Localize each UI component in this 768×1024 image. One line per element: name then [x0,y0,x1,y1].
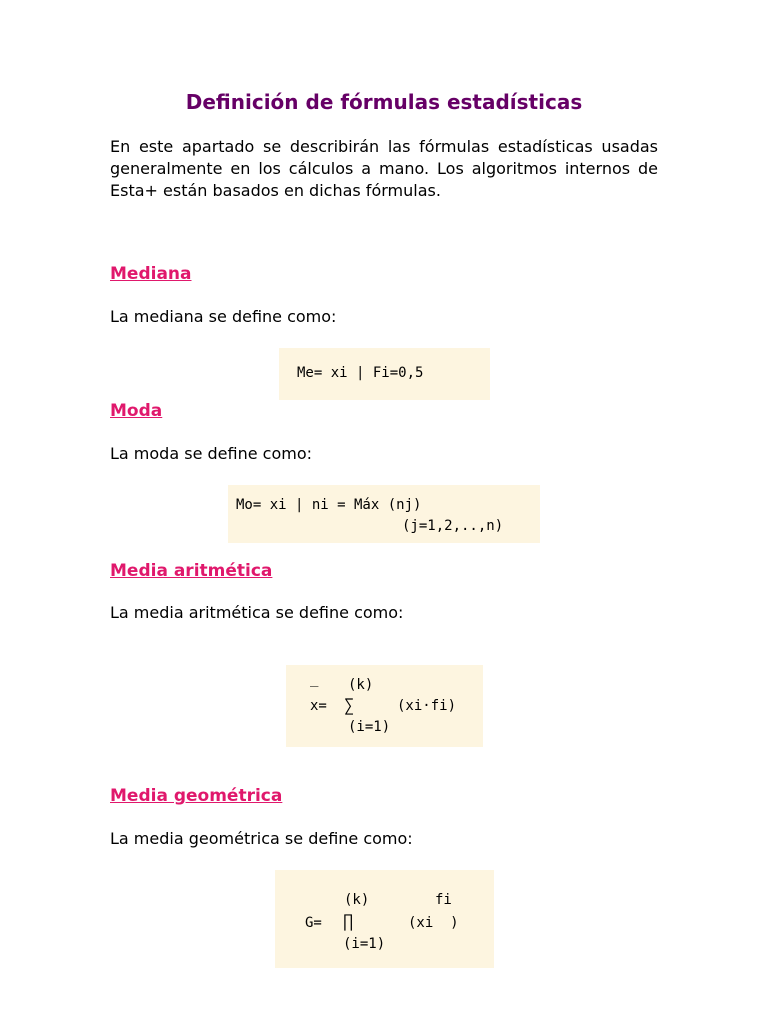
formula-lower-limit: (i=1) [343,936,386,952]
formula-line: Mo= xi | ni = Máx (nj) [236,497,422,513]
formula-bar: _ [310,671,319,687]
formula-lhs: x= [310,698,327,714]
section-heading-moda: Moda [110,401,163,421]
formula-lower-limit: (i=1) [348,719,391,735]
formula-line: Me= xi | Fi=0,5 [297,365,424,381]
intro-paragraph: En este apartado se describirán las fórmulas estadísticas usadas generalmente en los cálculos a mano. Los algoritmos internos de Esta+ están basados en dichas fórmulas. [110,137,658,200]
formula-moda [228,485,540,543]
product-symbol: ∏ [343,912,354,932]
summation-symbol: ∑ [344,696,355,716]
formula-mediana [279,348,490,400]
formula-media-geometrica [275,870,494,968]
section-text-media-aritmetica: La media aritmética se define como: [110,603,404,622]
section-heading-media-aritmetica: Media aritmética [110,561,273,581]
formula-line: (j=1,2,..,n) [402,518,504,534]
section-heading-media-geometrica: Media geométrica [110,786,283,806]
formula-term: (xi ) [408,915,459,931]
section-heading-mediana: Mediana [110,264,192,284]
formula-exponent: fi [435,892,452,908]
section-text-moda: La moda se define como: [110,444,312,463]
section-text-mediana: La mediana se define como: [110,307,337,326]
formula-upper-limit: (k) [348,677,374,693]
page-title: Definición de fórmulas estadísticas [185,90,583,114]
formula-term: (xi·fi) [397,698,457,714]
formula-lhs: G= [305,915,322,931]
section-text-media-geometrica: La media geométrica se define como: [110,829,413,848]
formula-upper-limit: (k) [344,892,370,908]
formula-media-aritmetica [286,665,483,747]
